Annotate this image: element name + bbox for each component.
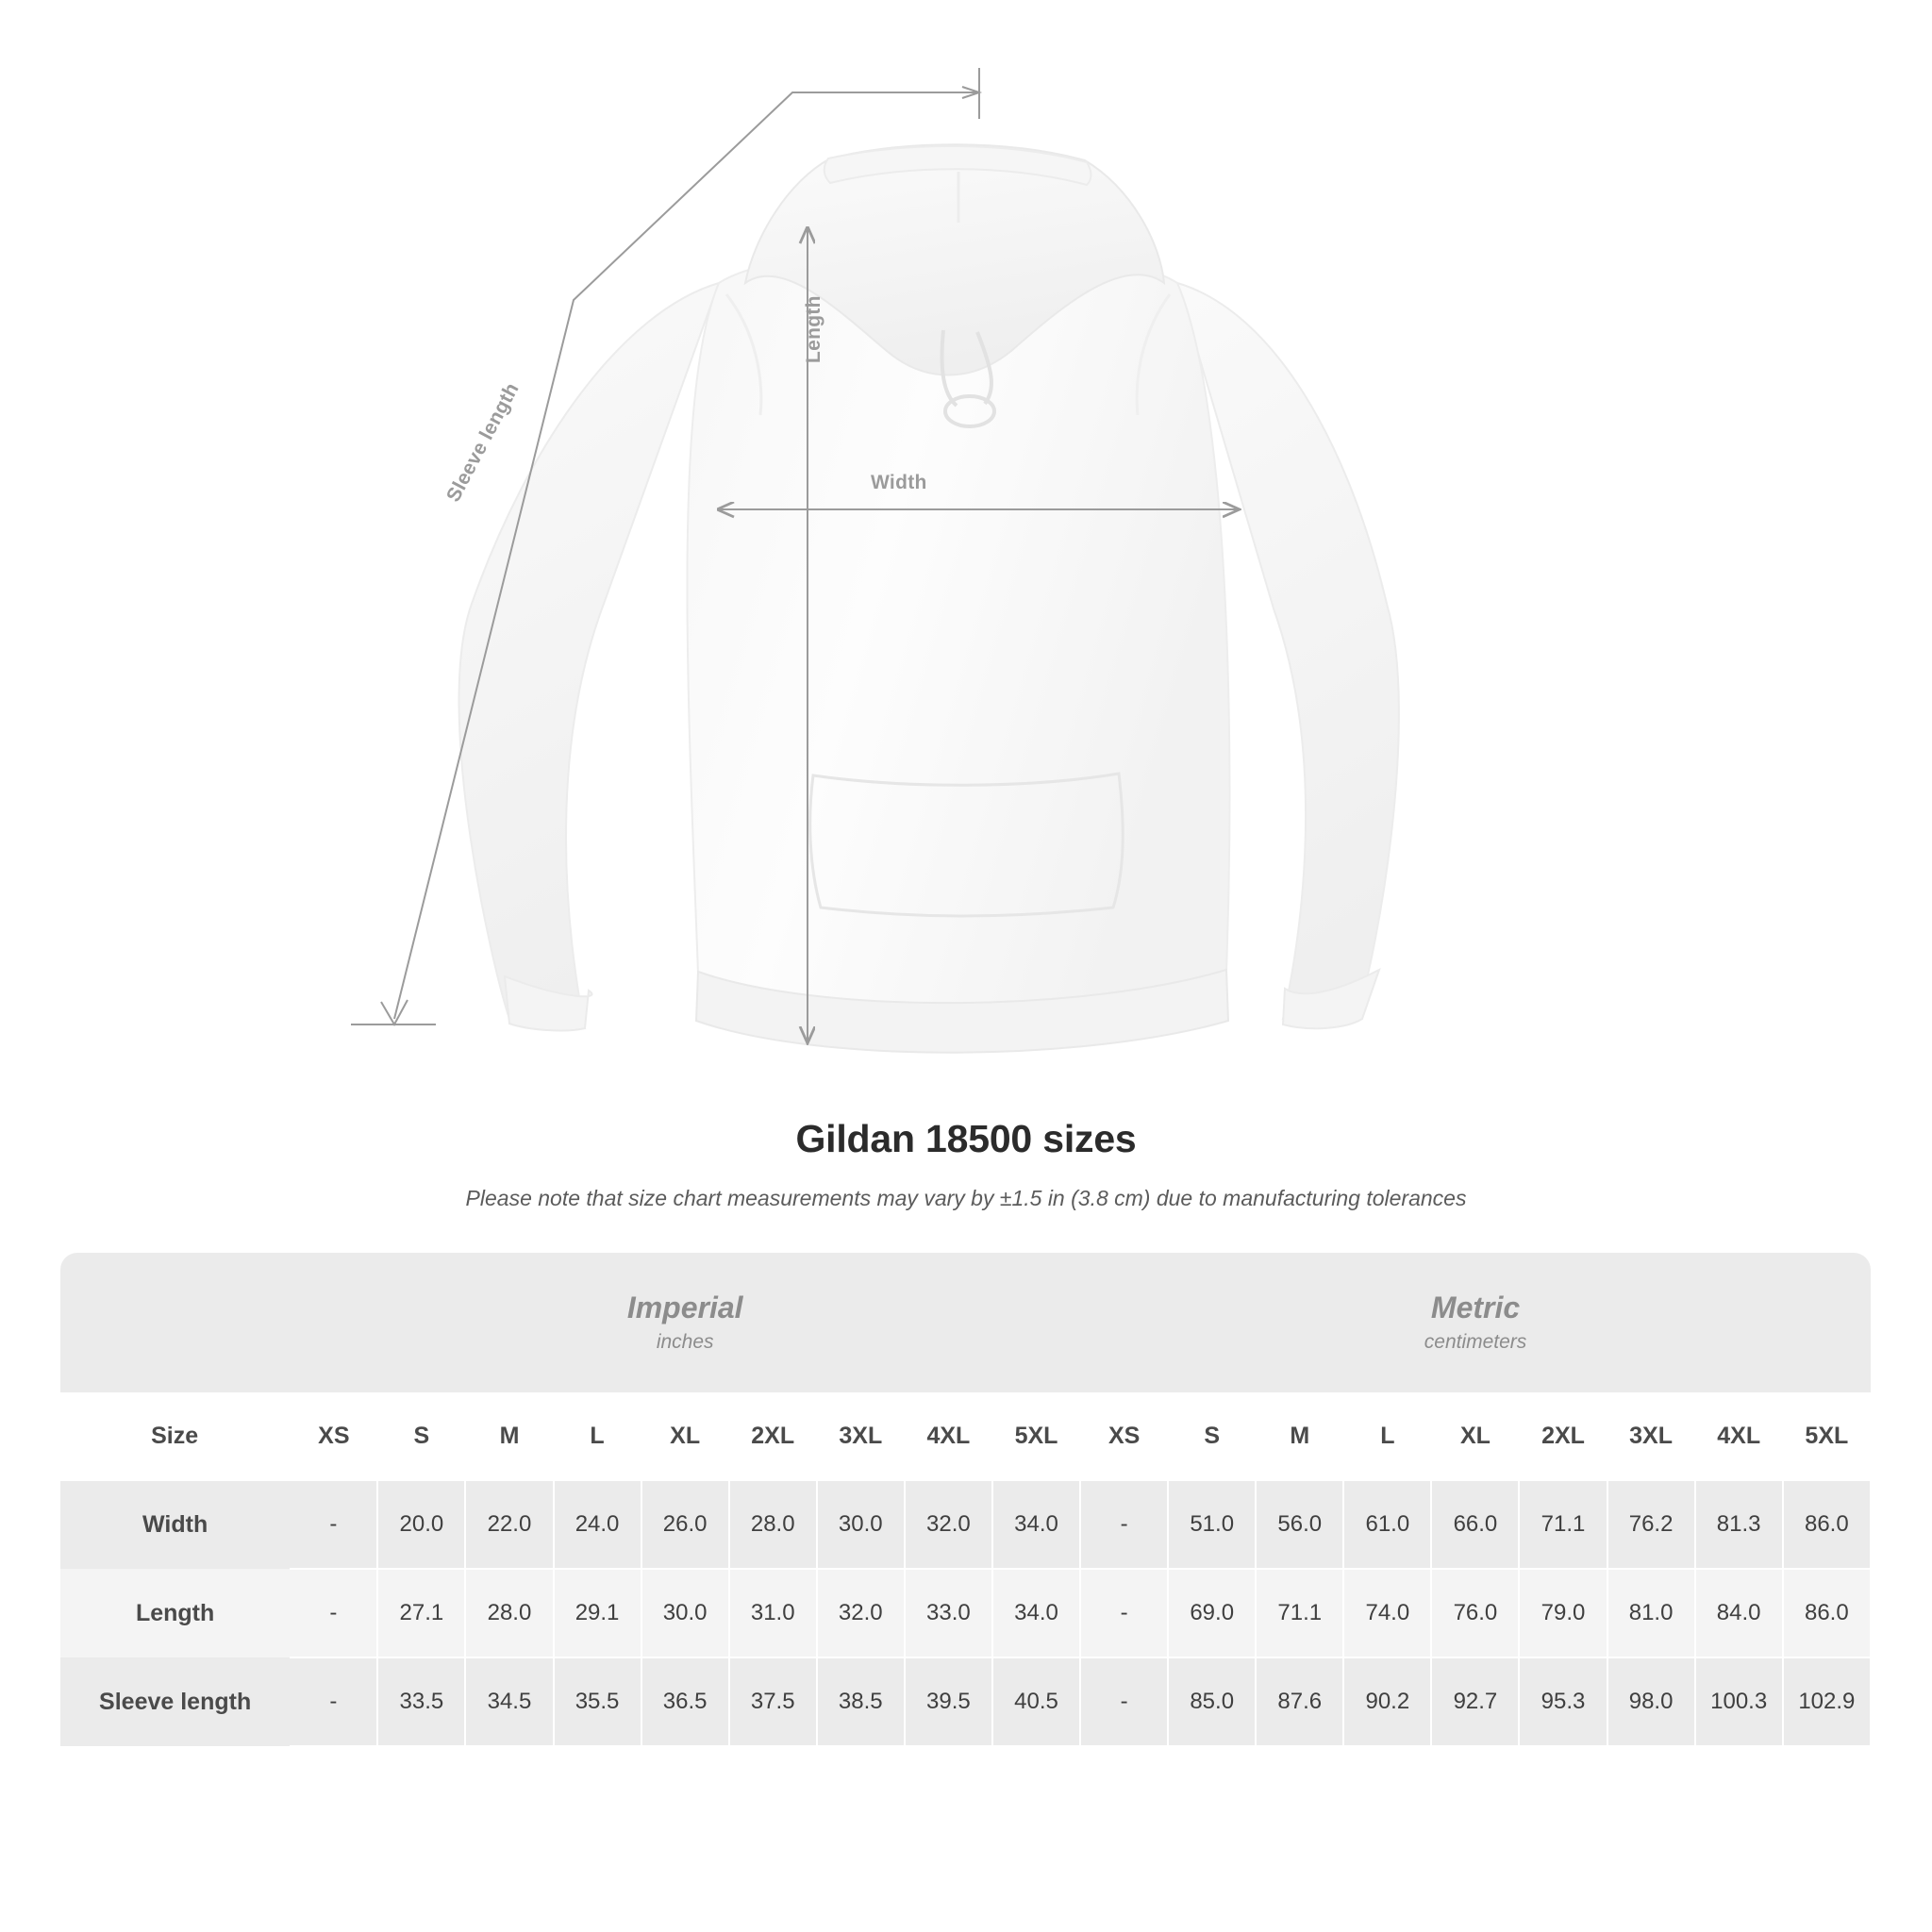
- tolerance-note: Please note that size chart measurements may vary by ±1.5 in (3.8 cm) due to manufacturing tolerances: [465, 1186, 1467, 1210]
- cell-length-metric-5xl: 86.0: [1783, 1569, 1871, 1657]
- cell-width-imperial-m: 22.0: [465, 1480, 553, 1569]
- cell-sleeve-imperial-2xl: 37.5: [729, 1657, 817, 1746]
- cell-sleeve-metric-3xl: 98.0: [1607, 1657, 1695, 1746]
- cell-length-imperial-2xl: 31.0: [729, 1569, 817, 1657]
- unit-metric: [1080, 1253, 1871, 1392]
- cell-sleeve-imperial-m: 34.5: [465, 1657, 553, 1746]
- cell-width-metric-l: 61.0: [1343, 1480, 1431, 1569]
- cell-length-imperial-m: 28.0: [465, 1569, 553, 1657]
- cell-width-imperial-3xl: 30.0: [817, 1480, 905, 1569]
- cell-width-metric-xl: 66.0: [1431, 1480, 1519, 1569]
- cell-length-metric-4xl: 84.0: [1695, 1569, 1783, 1657]
- table-row: [60, 1480, 1871, 1569]
- cell-length-metric-xl: 76.0: [1431, 1569, 1519, 1657]
- cell-width-metric-m: 56.0: [1256, 1480, 1343, 1569]
- unit-header-row: [60, 1253, 1871, 1392]
- cell-length-metric-3xl: 81.0: [1607, 1569, 1695, 1657]
- cell-length-imperial-4xl: 33.0: [905, 1569, 992, 1657]
- column-header-imperial-2xl: 2XL: [729, 1392, 817, 1480]
- hoodie-graphic: [459, 144, 1399, 1053]
- cell-sleeve-metric-xs: -: [1080, 1657, 1168, 1746]
- column-header-imperial-xl: XL: [641, 1392, 729, 1480]
- cell-length-imperial-s: 27.1: [377, 1569, 465, 1657]
- cell-sleeve-imperial-xs: -: [290, 1657, 377, 1746]
- cell-sleeve-imperial-5xl: 40.5: [992, 1657, 1080, 1746]
- column-header-imperial-3xl: 3XL: [817, 1392, 905, 1480]
- column-header-metric-m: M: [1256, 1392, 1343, 1480]
- length-dimension-label: Length: [803, 295, 824, 363]
- column-header-metric-xl: XL: [1431, 1392, 1519, 1480]
- unit-imperial-sub: inches: [656, 1331, 714, 1354]
- unit-imperial: [290, 1253, 1080, 1392]
- row-label-length: Length: [60, 1569, 290, 1657]
- unit-imperial-name: Imperial: [626, 1290, 743, 1324]
- cell-sleeve-metric-m: 87.6: [1256, 1657, 1343, 1746]
- sleeve-length-dimension-label: Sleeve length: [442, 379, 524, 506]
- cell-length-imperial-xl: 30.0: [641, 1569, 729, 1657]
- cell-sleeve-imperial-4xl: 39.5: [905, 1657, 992, 1746]
- column-header-metric-2xl: 2XL: [1519, 1392, 1607, 1480]
- column-header-metric-l: L: [1343, 1392, 1431, 1480]
- unit-metric-name: Metric: [1430, 1290, 1521, 1324]
- column-header-imperial-s: S: [377, 1392, 465, 1480]
- cell-sleeve-metric-4xl: 100.3: [1695, 1657, 1783, 1746]
- column-header-metric-3xl: 3XL: [1607, 1392, 1695, 1480]
- column-header-imperial-xs: XS: [290, 1392, 377, 1480]
- title-block: [0, 1117, 1932, 1211]
- cell-sleeve-metric-l: 90.2: [1343, 1657, 1431, 1746]
- column-header-size: Size: [60, 1392, 290, 1480]
- column-header-metric-xs: XS: [1080, 1392, 1168, 1480]
- cell-width-imperial-xs: -: [290, 1480, 377, 1569]
- cell-length-metric-2xl: 79.0: [1519, 1569, 1607, 1657]
- cell-width-imperial-l: 24.0: [554, 1480, 641, 1569]
- cell-sleeve-metric-5xl: 102.9: [1783, 1657, 1871, 1746]
- column-header-imperial-m: M: [465, 1392, 553, 1480]
- column-header-metric-4xl: 4XL: [1695, 1392, 1783, 1480]
- column-header-imperial-4xl: 4XL: [905, 1392, 992, 1480]
- cell-width-metric-xs: -: [1080, 1480, 1168, 1569]
- cell-length-imperial-l: 29.1: [554, 1569, 641, 1657]
- cell-sleeve-metric-2xl: 95.3: [1519, 1657, 1607, 1746]
- cell-length-imperial-5xl: 34.0: [992, 1569, 1080, 1657]
- cell-width-imperial-xl: 26.0: [641, 1480, 729, 1569]
- size-table: [60, 1253, 1872, 1747]
- cell-sleeve-imperial-l: 35.5: [554, 1657, 641, 1746]
- cell-length-imperial-xs: -: [290, 1569, 377, 1657]
- cell-sleeve-imperial-s: 33.5: [377, 1657, 465, 1746]
- cell-length-metric-xs: -: [1080, 1569, 1168, 1657]
- table-row: [60, 1569, 1871, 1657]
- unit-spacer: [60, 1253, 290, 1392]
- width-dimension-label: Width: [871, 472, 927, 493]
- cell-sleeve-imperial-3xl: 38.5: [817, 1657, 905, 1746]
- cell-length-imperial-3xl: 32.0: [817, 1569, 905, 1657]
- cell-width-metric-4xl: 81.3: [1695, 1480, 1783, 1569]
- cell-sleeve-imperial-xl: 36.5: [641, 1657, 729, 1746]
- cell-length-metric-s: 69.0: [1168, 1569, 1256, 1657]
- cell-width-metric-5xl: 86.0: [1783, 1480, 1871, 1569]
- row-label-width: Width: [60, 1480, 290, 1569]
- column-header-imperial-l: L: [554, 1392, 641, 1480]
- table-row: [60, 1657, 1871, 1746]
- cell-width-imperial-s: 20.0: [377, 1480, 465, 1569]
- cell-sleeve-metric-xl: 92.7: [1431, 1657, 1519, 1746]
- cell-width-imperial-4xl: 32.0: [905, 1480, 992, 1569]
- page-title: Gildan 18500 sizes: [795, 1117, 1137, 1160]
- column-header-metric-5xl: 5XL: [1783, 1392, 1871, 1480]
- cell-sleeve-metric-s: 85.0: [1168, 1657, 1256, 1746]
- cell-width-metric-3xl: 76.2: [1607, 1480, 1695, 1569]
- unit-metric-sub: centimeters: [1424, 1331, 1527, 1354]
- size-header-row: [60, 1392, 1871, 1480]
- cell-length-metric-l: 74.0: [1343, 1569, 1431, 1657]
- column-header-imperial-5xl: 5XL: [992, 1392, 1080, 1480]
- cell-width-imperial-2xl: 28.0: [729, 1480, 817, 1569]
- cell-width-metric-2xl: 71.1: [1519, 1480, 1607, 1569]
- row-label-sleeve-length: Sleeve length: [60, 1657, 290, 1746]
- cell-length-metric-m: 71.1: [1256, 1569, 1343, 1657]
- column-header-metric-s: S: [1168, 1392, 1256, 1480]
- size-table-wrapper: [60, 1253, 1872, 1747]
- cell-width-metric-s: 51.0: [1168, 1480, 1256, 1569]
- cell-width-imperial-5xl: 34.0: [992, 1480, 1080, 1569]
